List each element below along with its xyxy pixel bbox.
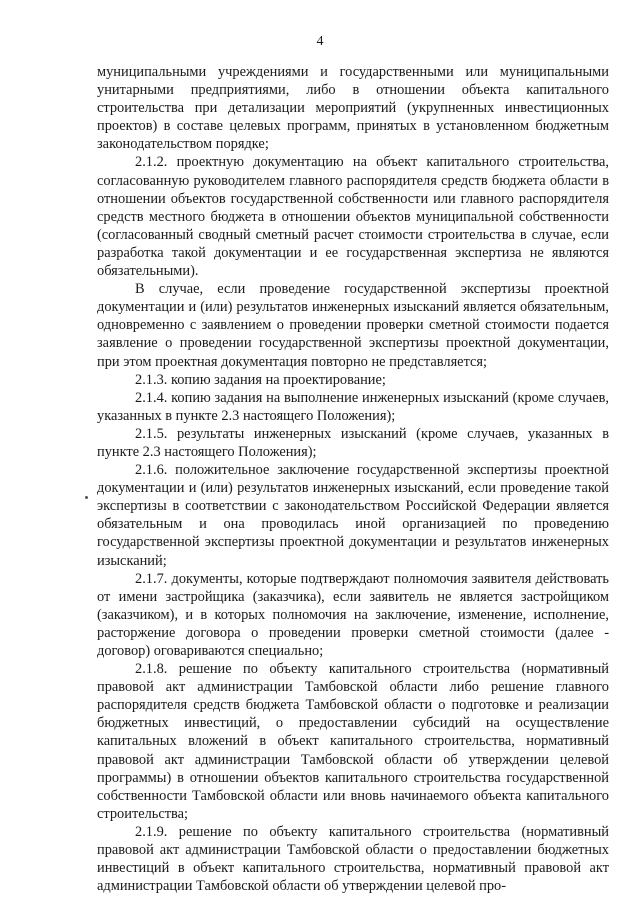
- margin-mark: [85, 496, 88, 499]
- paragraph: 2.1.4. копию задания на выполнение инженерных изысканий (кроме случаев, указанных в пункте 2.3 настоящего Положения);: [97, 389, 609, 424]
- paragraph: 2.1.5. результаты инженерных изысканий (кроме случаев, указанных в пункте 2.3 настоящего Положения);: [97, 425, 609, 460]
- page-number: 4: [316, 34, 324, 49]
- paragraph: 2.1.2. проектную документацию на объект капитального строительства, согласованную руководителем главного распорядителя средств бюджета области в отношении объектов государственной собственности или главного распорядителя средств местного бюджета в отношении объектов муниципальной собственности (согласованный сводный сметный расчет стоимости строительства в случае, если разработка такой документации и ее государственная экспертиза не являются обязательными).: [97, 154, 609, 280]
- paragraph: 2.1.9. решение по объекту капитального строительства (нормативный правовой акт администрации Тамбовской области о предоставлении бюджетных инвестиций в объект капитального строительства, нормативный правовой акт администрации Тамбовской области об утверждении целевой про-: [97, 823, 609, 895]
- paragraph: муниципальными учреждениями и государственными или муниципальными унитарными предприятиями, либо в отношении объекта капитального строительства при детализации мероприятий (укрупненных инвестиционных проектов) в составе целевых программ, принятых в установленном бюджетным законодательством порядке;: [97, 64, 609, 153]
- paragraph: 2.1.7. документы, которые подтверждают полномочия заявителя действовать от имени застройщика (заказчика), если заявитель не является застройщиком (заказчиком), и в которых полномочия на заключение, изменение, исполнение, расторжение договора о проведении проверки сметной стоимости (далее - договор) оговариваются специально;: [97, 570, 609, 659]
- paragraph: В случае, если проведение государственной экспертизы проектной документации и (или) результатов инженерных изысканий является обязательным, одновременно с заявлением о проведении проверки сметной стоимости подается заявление о проведении государственной экспертизы проектной документации, при этом проектная документация повторно не представляется;: [97, 281, 609, 370]
- paragraph: 2.1.6. положительное заключение государственной экспертизы проектной документации и (или) результатов инженерных изысканий, если проведение такой экспертизы в соответствии с законодательством Российской Федерации является обязательным и она проводилась иной организацией по проведению государственной экспертизы проектной документации и результатов инженерных изысканий;: [97, 462, 609, 569]
- body-text: [97, 63, 609, 895]
- paragraph: 2.1.3. копию задания на проектирование;: [135, 371, 386, 388]
- paragraph: 2.1.8. решение по объекту капитального строительства (нормативный правовой акт администрации Тамбовской области либо решение главного распорядителя средств бюджета Тамбовской области о подготовке и реализации бюджетных инвестиций, о предоставлении субсидий на осуществление капитальных вложений в объект капитального строительства, нормативный правовой акт администрации Тамбовской области об утверждении целевой программы) в отношении объектов капитального строительства государственной собственности Тамбовской области или вновь начинаемого объекта капитального строительства;: [97, 661, 609, 822]
